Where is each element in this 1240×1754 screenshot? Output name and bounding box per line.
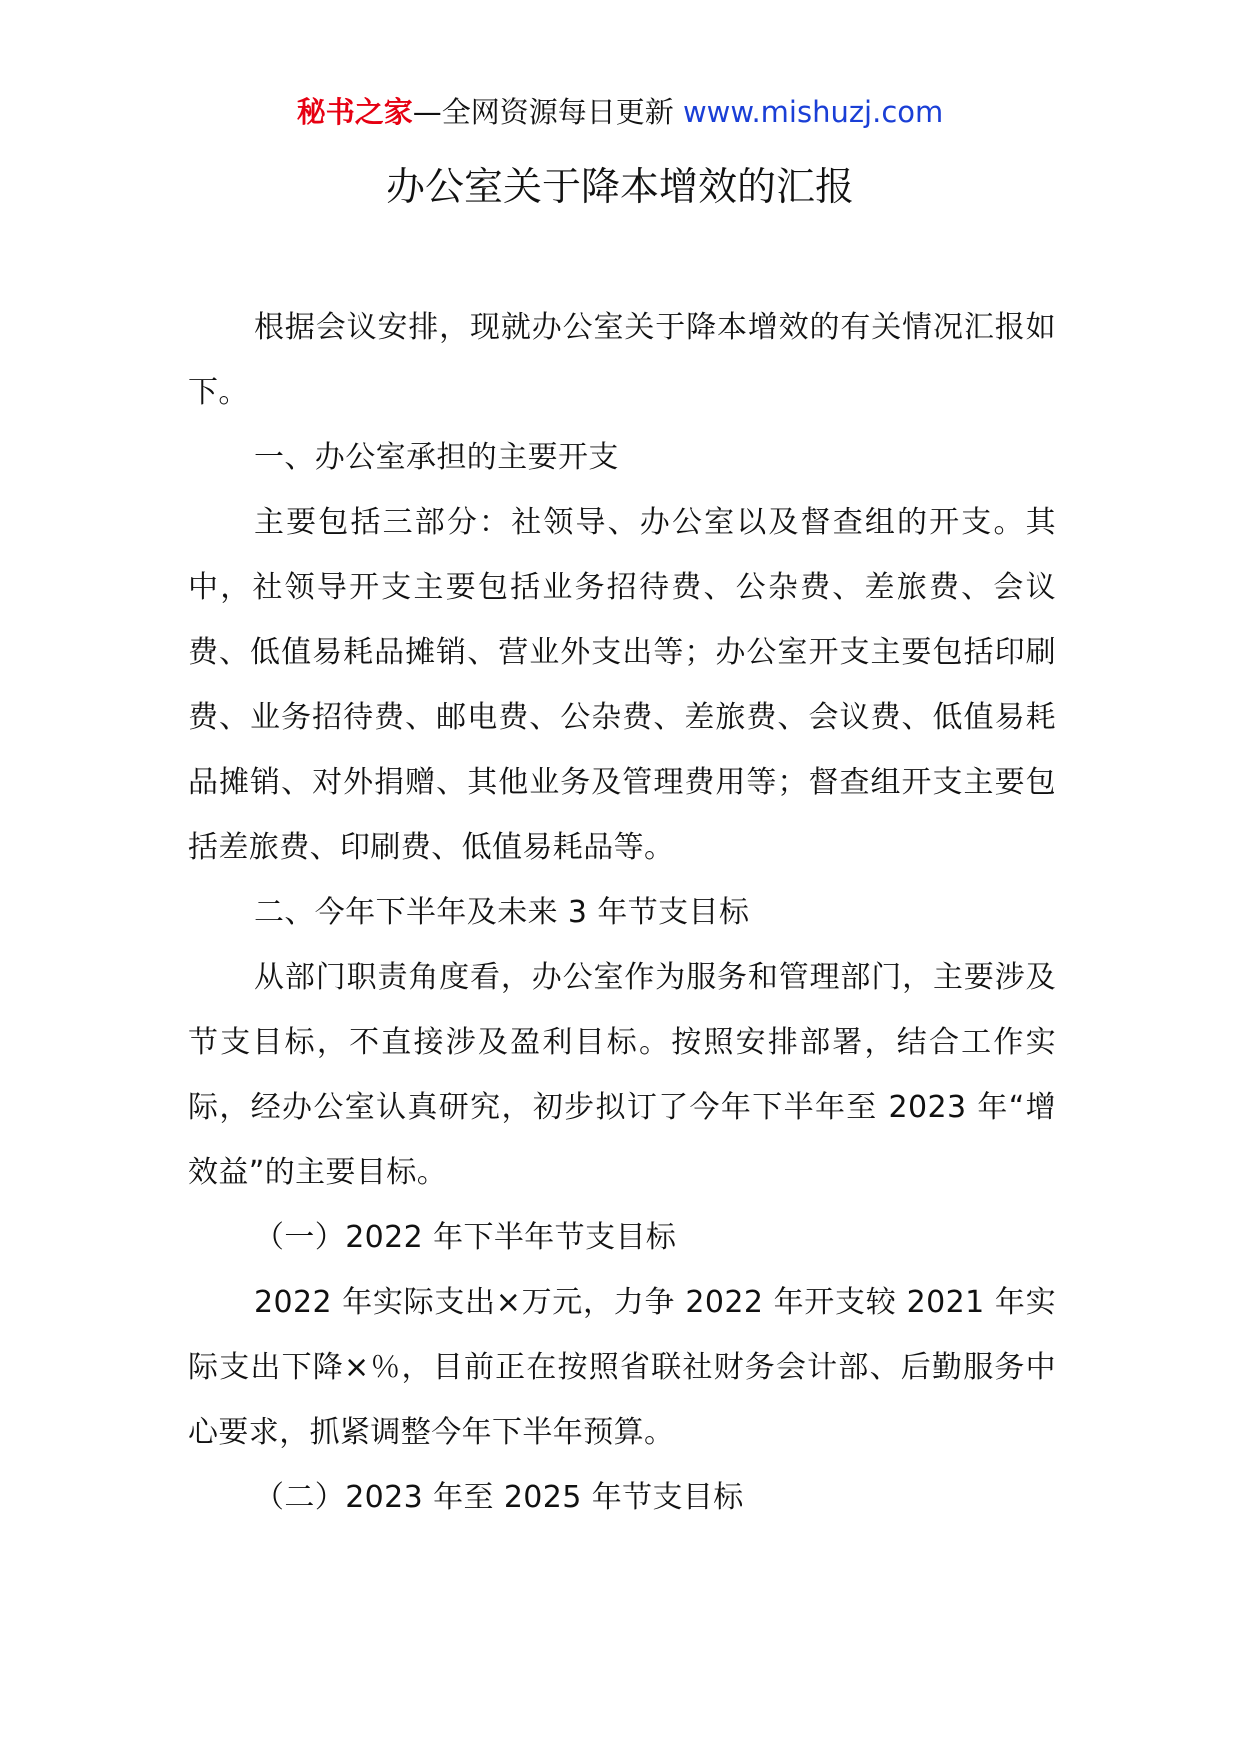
document-body (188, 295, 1056, 1530)
section-1-paragraph: 主要包括三部分：社领导、办公室以及督查组的开支。其中，社领导开支主要包括业务招待费、公杂费、差旅费、会议费、低值易耗品摊销、营业外支出等；办公室开支主要包括印刷费、业务招待费、邮电费、公杂费、差旅费、会议费、低值易耗品摊销、对外捐赠、其他业务及管理费用等；督查组开支主要包括差旅费、印刷费、低值易耗品等。 (188, 505, 1056, 865)
section-heading-1: 一、办公室承担的主要开支 (254, 440, 619, 475)
site-tagline: —全网资源每日更新 (412, 95, 674, 129)
subsection-heading-1: （一）2022 年下半年节支目标 (254, 1220, 677, 1255)
site-brand: 秘书之家 (296, 95, 413, 129)
subsection-1-paragraph: 2022 年实际支出×万元，力争 2022 年开支较 2021 年实际支出下降×％，目前正在按照省联社财务会计部、后勤服务中心要求，抓紧调整今年下半年预算。 (188, 1285, 1056, 1450)
section-heading-2: 二、今年下半年及未来 3 年节支目标 (254, 895, 750, 930)
section-2-paragraph: 从部门职责角度看，办公室作为服务和管理部门，主要涉及节支目标，不直接涉及盈利目标。按照安排部署，结合工作实际，经办公室认真研究，初步拟订了今年下半年至 2023 年“增效益”的主要目标。 (188, 960, 1056, 1190)
document-title: 办公室关于降本增效的汇报 (385, 165, 854, 210)
subsection-heading-2: （二）2023 年至 2025 年节支目标 (254, 1480, 744, 1515)
intro-paragraph: 根据会议安排，现就办公室关于降本增效的有关情况汇报如下。 (188, 310, 1056, 410)
site-url-link[interactable]: www.mishuzj.com (682, 95, 944, 129)
site-header (0, 92, 1240, 132)
